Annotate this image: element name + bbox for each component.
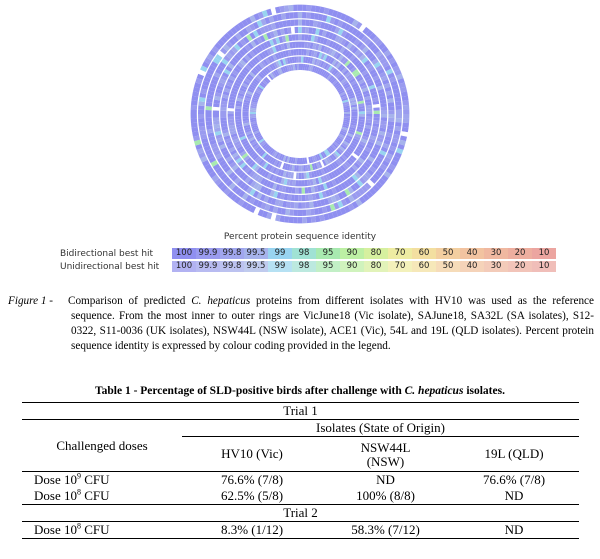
caption-species: C. hepaticus xyxy=(191,295,251,307)
legend-swatch: 99 xyxy=(268,261,292,272)
ring-segment xyxy=(306,217,311,224)
ring-segment xyxy=(293,217,298,223)
ring-segment xyxy=(295,34,298,40)
ring-segment xyxy=(213,110,219,114)
ring-segment xyxy=(295,187,298,193)
ring-segment xyxy=(305,187,309,193)
ring-segment xyxy=(351,114,357,116)
dose-exponent: 8 xyxy=(76,521,81,531)
trial-1-label: Trial 1 xyxy=(22,403,579,420)
table-title xyxy=(0,385,600,397)
caption-body xyxy=(8,294,594,354)
ring-segment xyxy=(403,114,409,119)
ring-segment xyxy=(235,109,241,112)
ring-segment xyxy=(302,12,306,18)
column-header xyxy=(322,437,449,472)
legend-label: Unidirectional best hit xyxy=(60,261,160,272)
legend-swatch: 99.8 xyxy=(220,261,244,272)
ring-segment xyxy=(298,180,301,186)
ring-segment xyxy=(402,123,409,128)
ring-segment xyxy=(403,118,409,123)
ring-segment xyxy=(242,114,248,116)
legend-swatch: 10 xyxy=(532,248,556,259)
ring-segment xyxy=(302,195,306,201)
legend-swatch: 98 xyxy=(292,261,316,272)
ring-segment xyxy=(198,114,204,118)
ring-segment xyxy=(395,118,401,123)
legend-swatch: 40 xyxy=(460,248,484,259)
dose-suffix: CFU xyxy=(80,472,110,487)
ring-segment xyxy=(311,216,316,223)
table-cell: 58.3% (7/12) xyxy=(322,522,449,539)
ring-segment xyxy=(366,117,372,120)
ring-segment xyxy=(381,107,387,111)
ring-segment xyxy=(305,195,309,201)
ring-segment xyxy=(366,111,372,114)
dose-cell xyxy=(22,488,182,505)
dose-suffix: CFU xyxy=(80,522,110,537)
ring-segment xyxy=(298,27,302,33)
legend-swatch: 99.9 xyxy=(196,248,220,259)
dose-prefix: Dose 10 xyxy=(34,522,77,537)
legend-swatch: 99 xyxy=(268,248,292,259)
ring-segment xyxy=(297,158,299,164)
ring-segment xyxy=(299,49,302,55)
ring-segment xyxy=(293,5,298,11)
ring-segment xyxy=(359,114,365,117)
legend-swatch: 95 xyxy=(316,261,340,272)
legend-swatch: 80 xyxy=(364,261,388,272)
legend-swatch: 70 xyxy=(388,261,412,272)
legend-swatch: 99.8 xyxy=(220,248,244,259)
dose-exponent: 9 xyxy=(76,471,81,481)
table-row xyxy=(22,522,579,539)
ring-segment xyxy=(294,12,298,18)
ring-segment xyxy=(191,105,197,110)
legend-title: Percent protein sequence identity xyxy=(223,232,377,242)
ring-segment xyxy=(301,173,304,179)
legend-swatch: 99.5 xyxy=(244,261,268,272)
legend-swatch: 90 xyxy=(340,248,364,259)
ring-segment xyxy=(351,112,357,114)
ring-segment xyxy=(297,64,299,70)
table-cell: ND xyxy=(449,522,579,539)
legend-swatch: 50 xyxy=(436,248,460,259)
ring-segment xyxy=(198,118,204,123)
ring-segment xyxy=(373,107,379,111)
ring-segment xyxy=(302,202,306,208)
ring-segment xyxy=(198,105,204,110)
legend-swatch: 60 xyxy=(412,261,436,272)
ring-segment xyxy=(235,116,241,119)
ring-segment xyxy=(395,122,402,127)
legend-cells xyxy=(172,261,556,272)
ring-segment xyxy=(295,195,299,201)
legend-row-bidirectional xyxy=(60,248,556,259)
ring-segment xyxy=(228,114,234,117)
legend-swatch: 10 xyxy=(532,261,556,272)
ring-segment xyxy=(220,117,226,121)
ring-segment xyxy=(302,217,307,223)
ring-segment xyxy=(295,42,298,48)
ring-segment xyxy=(284,5,289,12)
dose-exponent: 8 xyxy=(76,487,81,497)
table-cell: 62.5% (5/8) xyxy=(220,488,284,503)
ring-segment xyxy=(289,217,294,224)
ring-segment xyxy=(301,42,304,48)
ring-segment xyxy=(344,114,350,116)
dose-cell xyxy=(22,522,182,539)
legend-swatch: 90 xyxy=(340,261,364,272)
legend-swatch: 40 xyxy=(460,261,484,272)
ring-segment xyxy=(298,12,302,18)
ring-segment xyxy=(305,34,309,40)
legend-swatch: 100 xyxy=(172,261,196,272)
ring-segment xyxy=(388,121,395,125)
ring-segment xyxy=(198,101,205,106)
table-cell: 76.6% (7/8) xyxy=(449,472,579,489)
table-row xyxy=(22,403,579,420)
ring-segment xyxy=(289,12,294,19)
results-table xyxy=(22,402,579,539)
legend-swatch: 30 xyxy=(484,261,508,272)
legend-swatch: 98 xyxy=(292,248,316,259)
ring-segment xyxy=(250,114,256,116)
ring-segment xyxy=(359,111,365,114)
dose-cell xyxy=(22,472,182,489)
ring-segment xyxy=(298,42,301,48)
ring-segment xyxy=(299,158,301,164)
ring-segment xyxy=(205,110,211,114)
ring-segment xyxy=(301,56,304,62)
legend-swatch: 99.9 xyxy=(196,261,220,272)
challenged-doses-header: Challenged doses xyxy=(56,437,148,453)
ring-segment xyxy=(220,111,226,114)
ring-segment xyxy=(388,114,394,118)
ring-segment xyxy=(228,108,234,111)
ring-segment xyxy=(198,110,204,114)
dose-suffix: CFU xyxy=(80,488,110,503)
ring-segment xyxy=(374,114,380,117)
ring-segment xyxy=(298,217,303,223)
ring-segment xyxy=(344,112,350,114)
ring-segment xyxy=(396,114,402,118)
ring-segment xyxy=(301,180,304,186)
ring-segment xyxy=(396,110,402,114)
ring-segment xyxy=(299,173,302,179)
table-cell: ND xyxy=(504,488,524,503)
trial-2-label: Trial 2 xyxy=(22,505,579,522)
ring-segment xyxy=(359,116,365,119)
ring-segment xyxy=(299,64,301,70)
ring-segment xyxy=(198,122,205,127)
table-title-species: C. hepaticus xyxy=(404,385,464,397)
ring-segment xyxy=(250,112,256,114)
ring-segment xyxy=(388,110,394,114)
legend-swatch: 20 xyxy=(508,248,532,259)
legend-row-unidirectional xyxy=(60,261,556,272)
ring-segment xyxy=(374,111,380,114)
ring-segment xyxy=(213,114,219,118)
ring-segment xyxy=(298,19,302,25)
ring-segment xyxy=(302,19,306,25)
ring-segment xyxy=(302,187,305,193)
column-header: 19L (QLD) xyxy=(484,446,544,461)
ring-segment xyxy=(213,107,219,111)
ring-segment xyxy=(220,107,226,111)
ring-segment xyxy=(296,165,299,171)
ring-segment xyxy=(191,118,197,123)
ring-segment xyxy=(296,173,299,179)
legend-swatch: 95 xyxy=(316,248,340,259)
ring-segment xyxy=(206,102,213,106)
ring-segment xyxy=(306,5,311,12)
table-row xyxy=(22,420,579,437)
figure-caption xyxy=(8,294,594,354)
ring-segment xyxy=(299,165,301,171)
legend-swatch: 99.5 xyxy=(244,248,268,259)
ring-segment xyxy=(403,109,409,114)
ring-segment xyxy=(298,34,301,40)
ring-segment xyxy=(289,209,294,216)
table-cell: 8.3% (1/12) xyxy=(182,522,322,539)
ring-segment xyxy=(296,56,299,62)
ring-segment xyxy=(306,20,310,26)
ring-segment xyxy=(306,202,310,208)
legend-swatch: 50 xyxy=(436,261,460,272)
ring-segment xyxy=(295,27,299,33)
ring-segment xyxy=(191,114,197,119)
ring-segment xyxy=(292,187,296,193)
ring-segment xyxy=(402,100,409,105)
ring-segment xyxy=(298,195,302,201)
table-row xyxy=(22,472,579,489)
ring-segment xyxy=(305,27,309,33)
ring-segment xyxy=(191,100,198,105)
dose-prefix: Dose 10 xyxy=(34,472,77,487)
ring-segment xyxy=(294,210,298,216)
legend-swatch: 30 xyxy=(484,248,508,259)
table-cell: ND xyxy=(322,472,449,489)
ring-segment xyxy=(403,105,409,110)
ring-segment xyxy=(298,210,302,216)
ring-segment xyxy=(366,108,372,111)
ring-segment xyxy=(388,102,395,106)
ring-segment xyxy=(301,158,303,164)
dose-prefix: Dose 10 xyxy=(34,488,77,503)
ring-segment xyxy=(191,109,197,114)
ring-segment xyxy=(302,5,307,11)
ring-segment xyxy=(301,64,303,70)
ring-segment xyxy=(388,106,394,110)
caption-text: proteins from different isolates with HV10 was used as the reference sequence. From the most inner to outer rings are VicJune18 (Vic isolate), SAJune18, SA32L (SA isolates), S12-0322, S11-0036 (UK isolates), NSW44L (NSW isolate), ACE1 (Vic), 54L and 19L (QLD isolates). Percent protein sequence identity is expressed by colour coding provided in the legend. xyxy=(71,295,594,352)
ring-segment xyxy=(395,101,402,106)
ring-segment xyxy=(228,117,234,120)
legend-label: Bidirectional best hit xyxy=(60,248,154,259)
circular-genome-comparison-figure xyxy=(188,2,412,226)
ring-segment xyxy=(220,114,226,117)
ring-segment xyxy=(228,111,234,114)
ring-segment xyxy=(205,114,211,118)
legend-cells xyxy=(172,248,556,259)
ring-segment xyxy=(213,117,219,121)
ring-segment xyxy=(294,19,298,25)
legend-swatch: 20 xyxy=(508,261,532,272)
table-title-text: Table 1 - Percentage of SLD-positive birds after challenge with xyxy=(95,385,405,397)
ring-segment xyxy=(191,123,198,128)
ring-segment xyxy=(291,27,295,33)
caption-dash: - xyxy=(46,295,53,307)
ring-segment xyxy=(235,111,241,114)
legend-swatch: 80 xyxy=(364,248,388,259)
ring-segment xyxy=(301,49,304,55)
table-row xyxy=(22,505,579,522)
column-header-line: (NSW) xyxy=(366,454,405,469)
ring-segment xyxy=(311,5,316,12)
ring-segment xyxy=(373,117,379,121)
ring-segment xyxy=(302,27,306,33)
table-cell: 100% (8/8) xyxy=(356,488,415,503)
table-cell: 76.6% (7/8) xyxy=(182,472,322,489)
ring-segment xyxy=(290,202,294,208)
table-row xyxy=(22,488,579,505)
legend-swatch: 70 xyxy=(388,248,412,259)
ring-segment xyxy=(395,105,401,110)
ring-segment xyxy=(290,20,294,26)
ring-segment xyxy=(292,34,296,40)
ring-segment xyxy=(235,114,241,117)
table-title-text: isolates. xyxy=(463,385,505,397)
ring-segment xyxy=(291,195,295,201)
isolates-header: Isolates (State of Origin) xyxy=(182,420,579,437)
ring-segment xyxy=(298,202,302,208)
ring-segment xyxy=(294,202,298,208)
ring-segment xyxy=(302,34,305,40)
ring-segment xyxy=(306,12,311,19)
column-header-line: NSW44L xyxy=(360,440,411,455)
ring-segment xyxy=(381,117,387,121)
ring-segment xyxy=(298,188,301,194)
ring-segment xyxy=(301,165,304,171)
ring-segment xyxy=(205,118,211,122)
ring-segment xyxy=(359,109,365,112)
legend-swatch: 60 xyxy=(412,248,436,259)
ring-segment xyxy=(242,112,248,114)
caption-text: Comparison of predicted xyxy=(68,295,192,307)
ring-segment xyxy=(302,210,306,216)
column-header: HV10 (Vic) xyxy=(221,446,283,461)
ring-segment xyxy=(381,110,387,114)
ring-segment xyxy=(381,114,387,118)
ring-segment xyxy=(366,114,372,117)
ring-segment xyxy=(206,121,213,125)
ring-segment xyxy=(296,49,299,55)
ring-segment xyxy=(284,216,289,223)
ring-segment xyxy=(295,180,298,186)
ring-segment xyxy=(289,5,294,12)
ring-segment xyxy=(388,118,394,122)
ring-segment xyxy=(299,56,301,62)
ring-segment xyxy=(306,209,311,216)
legend-swatch: 100 xyxy=(172,248,196,259)
ring-segment xyxy=(205,106,211,110)
figure-label: Figure 1 xyxy=(8,295,47,307)
ring-segment xyxy=(298,5,303,11)
